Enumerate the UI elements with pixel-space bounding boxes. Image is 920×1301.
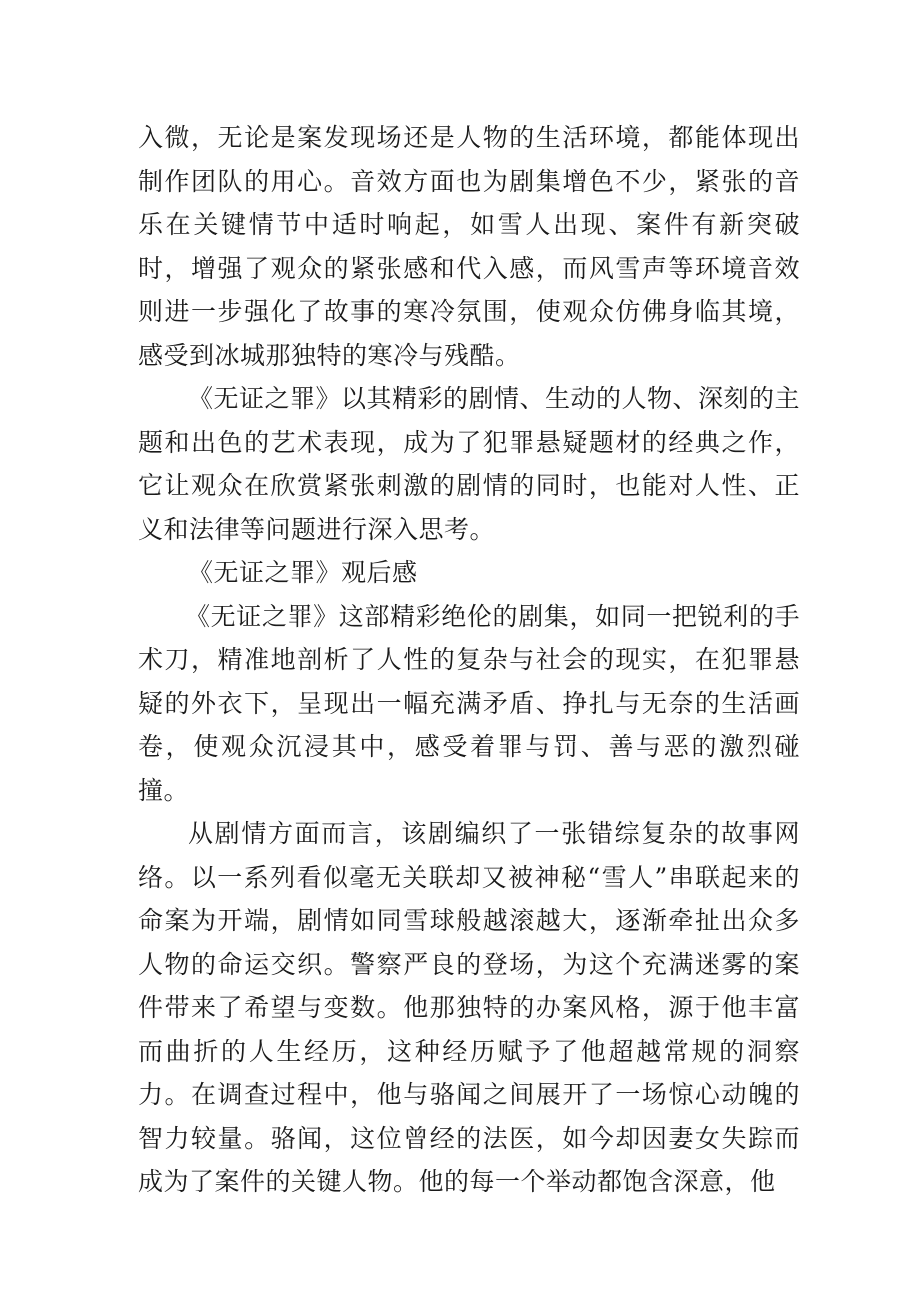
paragraph-conclusion: 《无证之罪》以其精彩的剧情、生动的人物、深刻的主题和出色的艺术表现，成为了犯罪悬疑题材的经典之作，它让观众在欣赏紧张刺激的剧情的同时，也能对人性、正义和法律等问题进行深入思考。 (138, 384, 801, 544)
paragraph-continuation: 入微，无论是案发现场还是人物的生活环境，都能体现出制作团队的用心。音效方面也为剧集增色不少，紧张的音乐在关键情节中适时响起，如雪人出现、案件有新突破时，增强了观众的紧张感和代入感，而风雪声等环境音效则进一步强化了故事的寒冷氛围，使观众仿佛身临其境，感受到冰城那独特的寒冷与残酷。 (138, 123, 800, 370)
section-title: 《无证之罪》观后感 (188, 558, 418, 587)
paragraph-intro: 《无证之罪》这部精彩绝伦的剧集，如同一把锐利的手术刀，精准地剖析了人性的复杂与社会的现实，在犯罪悬疑的外衣下，呈现出一幅充满矛盾、挣扎与无奈的生活画卷，使观众沉浸其中，感受着罪与罚、善与恶的激烈碰撞。 (138, 601, 800, 805)
document-body (138, 116, 800, 1204)
paragraph-plot: 从剧情方面而言，该剧编织了一张错综复杂的故事网络。以一系列看似毫无关联却又被神秘“雪人”串联起来的命案为开端，剧情如同雪球般越滚越大，逐渐牵扯出众多人物的命运交织。警察严良的登场，为这个充满迷雾的案件带来了希望与变数。他那独特的办案风格，源于他丰富而曲折的人生经历，这种经历赋予了他超越常规的洞察力。在调查过程中，他与骆闻之间展开了一场惊心动魄的智力较量。骆闻，这位曾经的法医，如今却因妻女失踪而成为了案件的关键人物。他的每一个举动都饱含深意，他 (138, 819, 800, 1196)
